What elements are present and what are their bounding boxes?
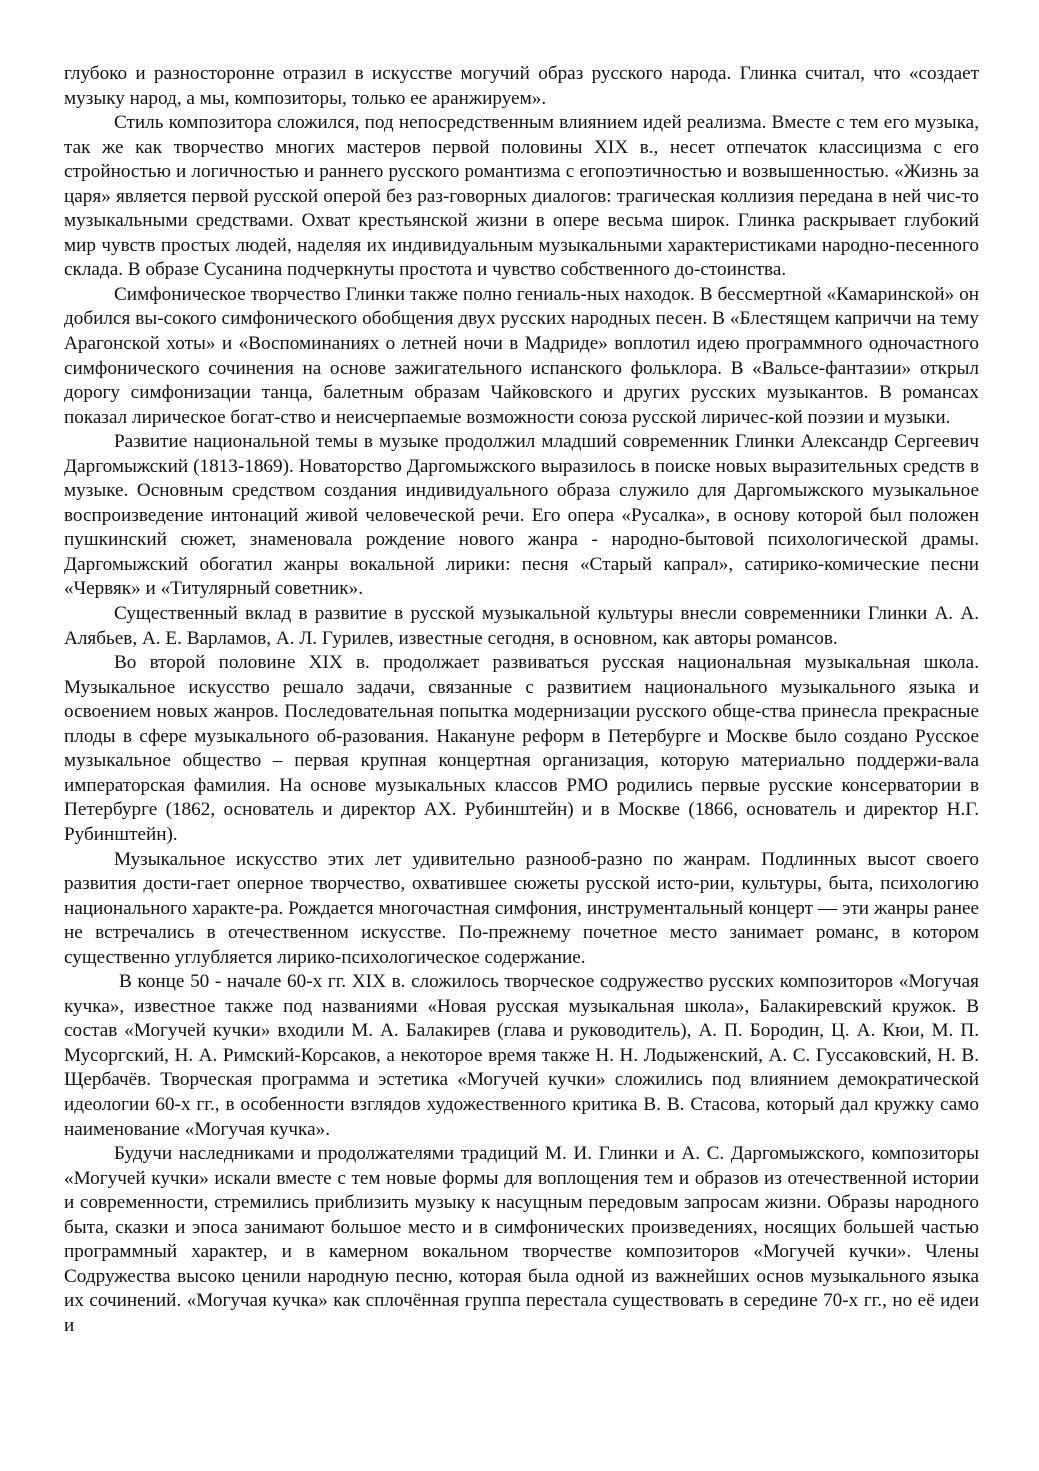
paragraph-heirs: Будучи наследниками и продолжателями традиций М. И. Глинки и А. С. Даргомыжского, композиторы «Могучей кучки» искали вместе с тем новые формы для воплощения тем и образов из отечественной истории и современности, стремились приблизить музыку к насущным передовым запросам жизни. Образы народного быта, сказки и эпоса занимают большое место и в симфонических произведениях, носящих большей частью программный характер, и в камерном вокальном творчестве композиторов «Могучей кучки». Члены Содружества высоко ценили народную песню, которая была одной из важнейших основ музыкального языка их сочинений. «Могучая кучка» как сплочённая группа перестала существовать в середине 70-х гг., но её идеи и (64, 1143, 979, 1336)
paragraph-continuation: глубоко и разносторонне отразил в искусстве могучий образ русского народа. Глинка считал, что «создает музыку народ, а мы, композиторы, только ее аранжируем». (64, 63, 979, 109)
paragraph-second-half: Во второй половине XIX в. продолжает развиваться русская национальная музыкальная школа. Музыкальное искусство решало задачи, связанные с развитием национального музыкального языка и освоением новых жанров. Последовательная попытка модернизации русского обще-ства принесла прекрасные плоды в сфере музыкального об-разования. Накануне реформ в Петербурге и Москве было создано Русское музыкальное общество – первая крупная концертная организация, которую материально поддержи-вала императорская фамилия. На основе музыкальных классов РМО родились первые русские консерватории в Петербурге (1862, основатель и директор АХ. Рубинштейн) и в Москве (1866, основатель и директор Н.Г. Рубинштейн). (64, 652, 979, 845)
paragraph-style: Стиль композитора сложился, под непосредственным влиянием идей реализма. Вместе с тем его музыка, так же как творчество многих мастеров первой половины XIX в., несет отпечаток классицизма с его стройностью и логичностью и раннего русского романтизма с егопоэтичностью и возвышенностью. «Жизнь за царя» является первой русской оперой без раз-говорных диалогов: трагическая коллизия передана в ней чис-то музыкальными средствами. Охват крестьянской жизни в опере весьма широк. Глинка раскрывает глубокий мир чувств простых людей, наделяя их индивидуальным музыкальными характеристиками народно-песенного склада. В образе Сусанина подчеркнуты простота и чувство собственного до-стоинства. (64, 112, 979, 281)
paragraph-mighty-handful: В конце 50 - начале 60-х гг. XIX в. сложилось творческое содружество русских композиторов «Могучая кучка», известное также под названиями «Новая русская музыкальная школа», Балакиревский кружок. В состав «Могучей кучки» входили М. А. Балакирев (глава и руководитель), А. П. Бородин, Ц. А. Кюи, М. П. Мусоргский, Н. А. Римский-Корсаков, а некоторое время также Н. Н. Лодыженский, А. С. Гуссаковский, Н. В. Щербачёв. Творческая программа и эстетика «Могучей кучки» сложились под влиянием демократической идеологии 60-х гг., в особенности взглядов художественного критика В. В. Стасова, который дал кружку само наименование «Могучая кучка». (64, 971, 979, 1140)
paragraph-contemporaries: Существенный вклад в развитие в русской музыкальной культуры внесли современники Глинки А. А. Алябьев, А. Е. Варламов, А. Л. Гурилев, известные сегодня, в основном, как авторы романсов. (64, 603, 979, 649)
paragraph-genres: Музыкальное искусство этих лет удивительно разнооб-разно по жанрам. Подлинных высот своего развития дости-гает оперное творчество, охватившее сюжеты русской исто-рии, культуры, быта, психологию национального характе-ра. Рождается многочастная симфония, инструментальный концерт — эти жанры ранее не встречались в отечественном искусстве. По-прежнему почетное место занимает романс, в котором существенно углубляется лирико-психологическое содержание. (64, 848, 979, 968)
document-page (64, 62, 979, 1338)
paragraph-dargomyzhsky: Развитие национальной темы в музыке продолжил младший современник Глинки Александр Сергеевич Даргомыжский (1813-1869). Новаторство Даргомыжского выразилось в поиске новых выразительных средств в музыке. Основным средством создания индивидуального образа служило для Даргомыжского музыкальное воспроизведение интонаций живой человеческой речи. Его опера «Русалка», в основу которой был положен пушкинский сюжет, знаменовала рождение нового жанра - народно-бытовой психологической драмы. Даргомыжский обогатил жанры вокальной лирики: песня «Старый капрал», сатирико-комические песни «Червяк» и «Титулярный советник». (64, 431, 979, 600)
paragraph-symphonic: Симфоническое творчество Глинки также полно гениаль-ных находок. В бессмертной «Камаринской» он добился вы-сокого симфонического обобщения двух русских народных песен. В «Блестящем каприччи на тему Арагонской хоты» и «Воспоминаниях о летней ночи в Мадриде» воплотил идею программного одночастного симфонического сочинения на основе зажигательного испанского фольклора. В «Вальсе-фантазии» открыл дорогу симфонизации танца, балетным образам Чайковского и других русских музыкантов. В романсах показал лирическое богат-ство и неисчерпаемые возможности союза русской лиричес-кой поэзии и музыки. (64, 283, 979, 428)
